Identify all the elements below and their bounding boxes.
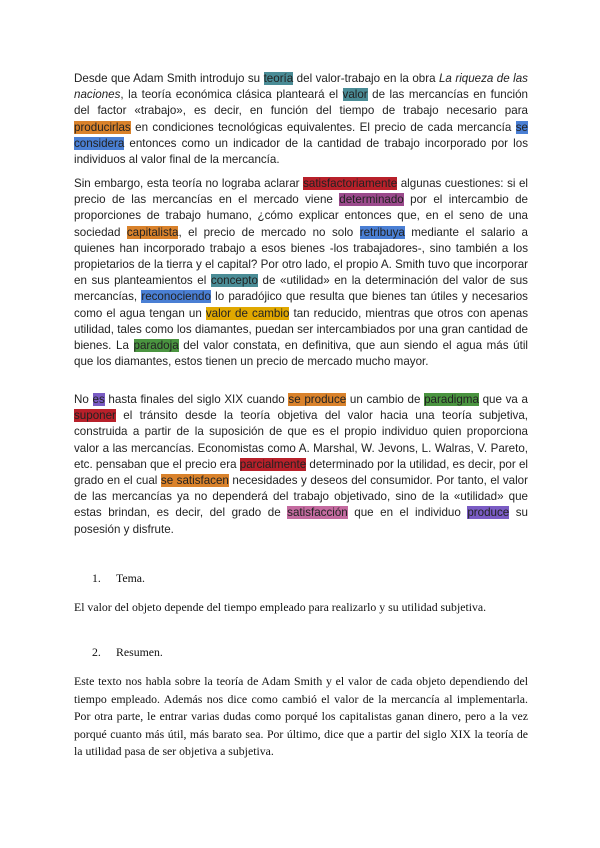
highlighted-word: es bbox=[92, 393, 105, 406]
text-run: determinado por la utilidad, es decir, por el grado en el cual bbox=[74, 457, 528, 488]
section-title: Tema. bbox=[116, 571, 145, 585]
text-run: en condiciones tecnológicas equivalentes. El precio de cada mercancía bbox=[130, 120, 516, 134]
resumen-text: Este texto nos habla sobre la teoría de Adam Smith y el valor de cada objeto dependiendo del tiempo empleado. Además nos dice como cambió el valor de la mercancía al implementarla. Por otra parte, le entrar varias dudas como porqué los capitalistas ganan dinero, pero a la vez porqué cuanto más útil, más barato sea. Por último, dice que a partir del siglo XIX la teoría de la utilidad pasa de ser objetiva a subjetiva. bbox=[74, 674, 528, 758]
text-run: algunas cuestiones: si el precio de las mercancías en el mercado viene bbox=[74, 177, 529, 207]
text-run: lo paradójico que resulta que bienes tan útiles y necesarios como el agua tengan un bbox=[74, 290, 528, 320]
highlighted-word: reconociendo bbox=[141, 290, 211, 304]
highlighted-word: retribuya bbox=[359, 225, 405, 239]
highlighted-word: valor de cambio bbox=[205, 306, 290, 320]
highlighted-word: suponer bbox=[74, 409, 116, 423]
text-run: que va a bbox=[478, 393, 528, 406]
text-run: , la teoría económica clásica planteará el bbox=[120, 88, 343, 102]
section-title: Resumen. bbox=[116, 645, 163, 659]
text-run: No bbox=[74, 393, 93, 406]
section-number: 1. bbox=[92, 571, 101, 585]
text-run: su posesión y disfrute. bbox=[74, 506, 529, 536]
text-run: el tránsito desde la teoría objetiva del valor hacia una teoría subjetiva, construida a partir de la suposición de que es el propio individuo quien proporciona valor a las mercancías. Economistas como A. Marshal, W. Jevons, L. Walras, V. Pareto, etc. pensaban que el precio era bbox=[74, 409, 528, 471]
highlighted-word: se satisfacen bbox=[160, 474, 229, 488]
highlighted-word: se considera bbox=[74, 120, 528, 150]
text-run: por el intercambio de proporciones de trabajo humano, ¿cómo explicar entonces que, en el seno de una sociedad bbox=[74, 193, 528, 239]
highlighted-word: paradigma bbox=[424, 393, 479, 406]
highlighted-word: capitalista bbox=[126, 225, 179, 239]
highlighted-word: se produce bbox=[288, 393, 347, 406]
section-number: 2. bbox=[92, 645, 101, 659]
highlighted-word: determinado bbox=[339, 193, 404, 207]
paragraph-2 bbox=[74, 176, 528, 370]
text-run: del valor constata, en definitiva, que aun siendo el agua más útil que los diamantes, estos tienen un precio de mercado mucho mayor. bbox=[74, 339, 528, 369]
highlighted-word: producirlas bbox=[74, 120, 131, 134]
text-run: Sin embargo, esta teoría no lograba aclarar bbox=[74, 177, 304, 190]
text-run: hasta finales del siglo XIX cuando bbox=[104, 393, 289, 406]
text-run: tan reducido, mientras que otros con apenas utilidad, tales como los diamantes, puedan ser intercambiados por una gran cantidad de bienes. La bbox=[74, 306, 528, 353]
section-heading-tema bbox=[92, 571, 145, 586]
text-run: Desde que Adam Smith introdujo su bbox=[74, 72, 264, 85]
text-run: un cambio de bbox=[346, 393, 425, 406]
text-run: entonces como un indicador de la cantidad de trabajo incorporado por los individuos al valor final de la mercancía. bbox=[74, 136, 528, 167]
highlighted-word: valor bbox=[342, 88, 368, 102]
text-run: necesidades y deseos del consumidor. Por tanto, el valor de las mercancías ya no dependerá del trabajo objetivado, sino de la «utilidad» que estas brindan, es decir, del grado de bbox=[74, 474, 528, 520]
text-run: del valor-trabajo en la obra bbox=[293, 72, 439, 85]
tema-text: El valor del objeto depende del tiempo empleado para realizarlo y su utilidad subjetiva. bbox=[74, 600, 487, 614]
highlighted-word: parcialmente bbox=[239, 457, 307, 471]
highlighted-word: paradoja bbox=[133, 339, 179, 353]
highlighted-word: produce bbox=[467, 506, 510, 520]
highlighted-word: concepto bbox=[210, 274, 258, 288]
highlighted-word: satisfactoriamente bbox=[303, 177, 398, 190]
text-run: que en el individuo bbox=[347, 506, 468, 520]
text-run: de «utilidad» en la determinación del valor de sus mercancías, bbox=[74, 274, 528, 304]
text-run: mediante el salario a quienes han incorporado trabajo a esos bienes -los trabajadores-, sino también a los propietarios de la tierra y el capital? Por otro lado, el propio A. Smith tuvo que incorporar en sus planteamientos el bbox=[74, 225, 528, 288]
text-run: , el precio de mercado no solo bbox=[178, 225, 360, 239]
text-run: La riqueza de las naciones bbox=[74, 72, 528, 102]
section-heading-resumen bbox=[92, 645, 163, 660]
text-run: de las mercancías en función del factor «trabajo», es decir, en función del tiempo de trabajo necesario para bbox=[74, 88, 528, 118]
highlighted-word: teoría bbox=[263, 72, 294, 85]
paragraph-1 bbox=[74, 71, 528, 168]
paragraph-3 bbox=[74, 392, 528, 538]
highlighted-word: satisfacción bbox=[287, 506, 348, 520]
